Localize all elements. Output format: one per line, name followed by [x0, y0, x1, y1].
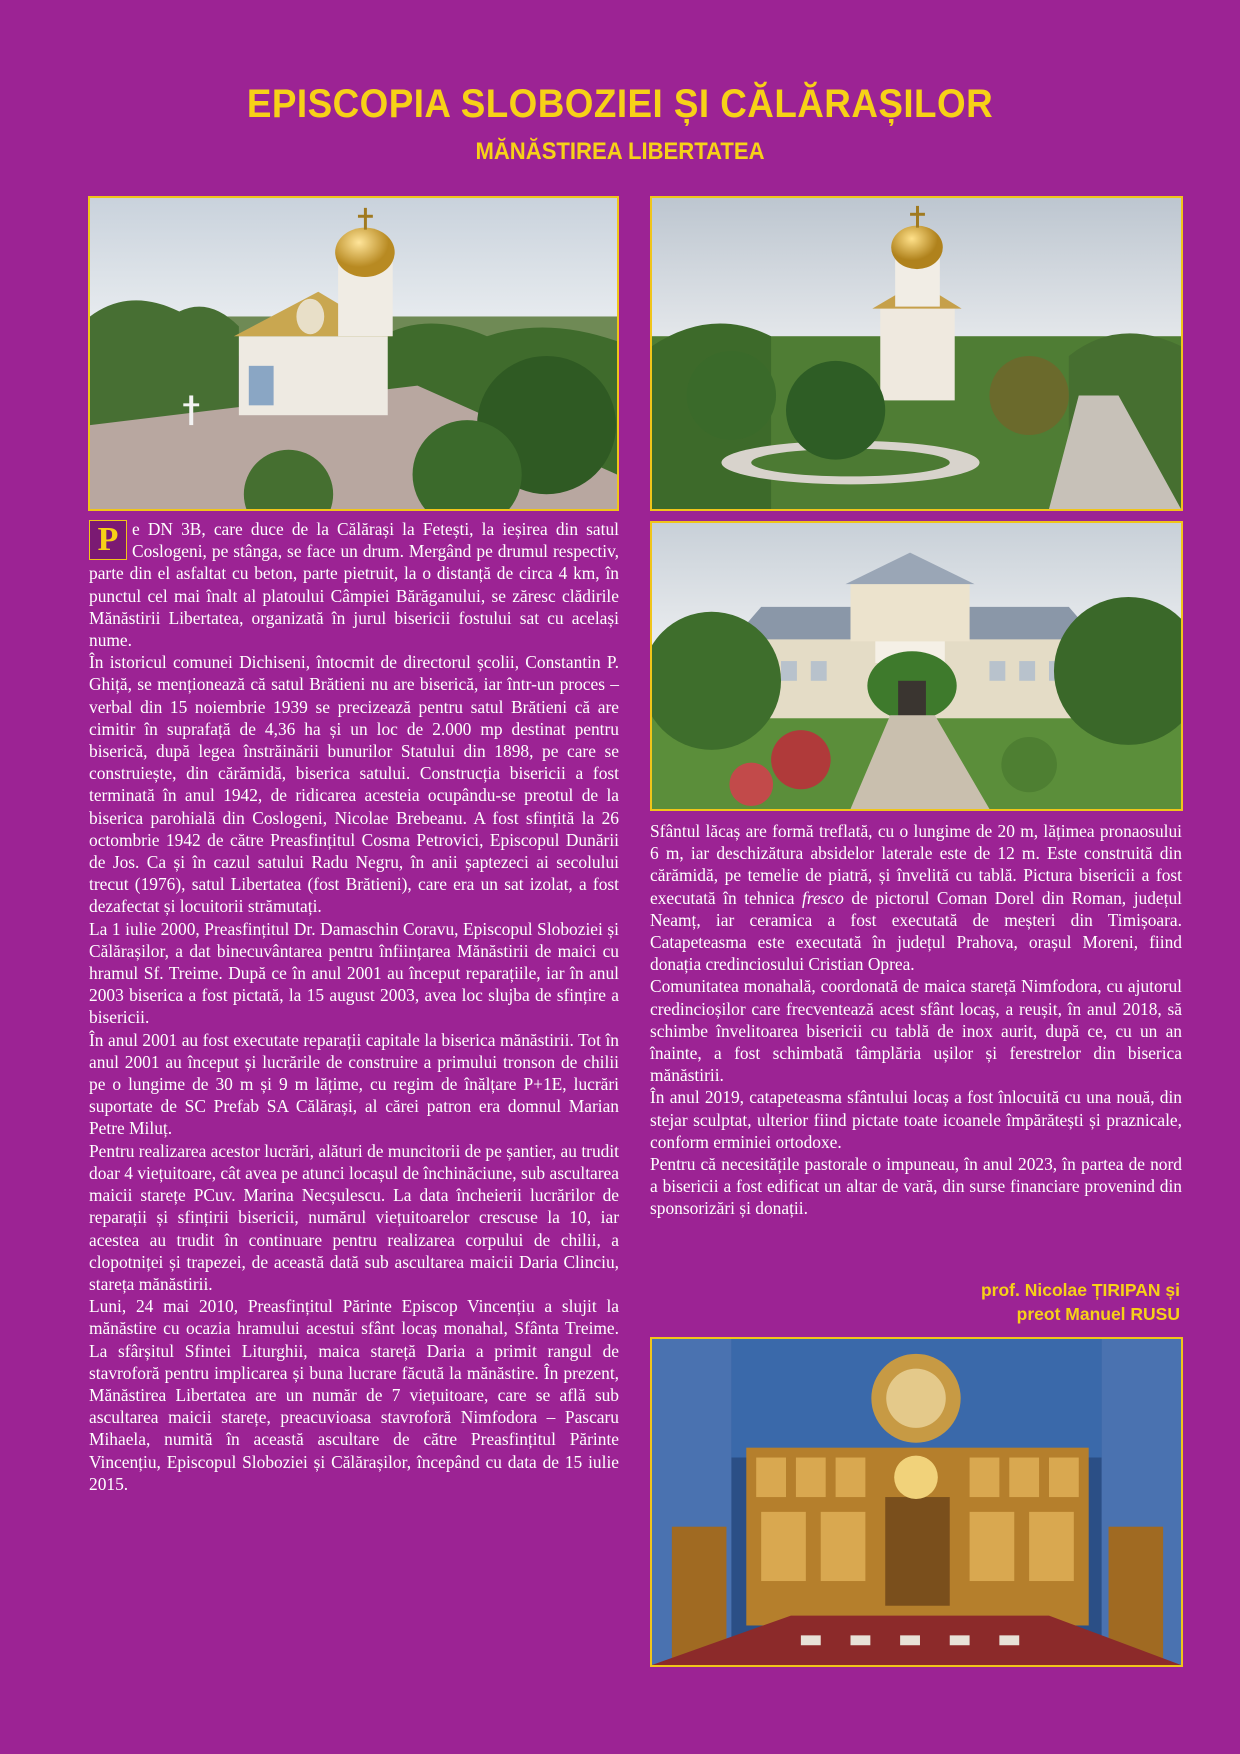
photo-church-exterior: [88, 196, 619, 511]
article-paragraph: În anul 2019, catapeteasma sfântului locaș a fost înlocuită cu una nouă, din stejar sculptat, ulterior fiind pictate toate icoanele împărătești și praznicale, conform erminiei ortodoxe.: [650, 1087, 1182, 1152]
page-subtitle: MĂNĂSTIREA LIBERTATEA: [475, 138, 765, 165]
article-paragraph: Comunitatea monahală, coordonată de maica stareță Nimfodora, cu ajutorul credincioșilor care frecventează acest sfânt locaș, a reușit, în anul 2018, să schimbe învelitoarea bisericii cu tablă de inox aurit, după ce, cu un an înainte, a fost schimbată tâmplăria ușilor și ferestrelor din biserica mănăstirii.: [650, 976, 1182, 1086]
author-signature: [981, 1278, 1180, 1326]
article-paragraph: Pentru că necesitățile pastorale o impuneau, în anul 2023, în partea de nord a bisericii a fost edificat un altar de vară, din surse financiare provenind din sponsorizări și donații.: [650, 1154, 1182, 1219]
photo-church-interior: [650, 1337, 1183, 1667]
author-line: prof. Nicolae ȚIRIPAN și: [980, 1280, 1180, 1300]
article-paragraph: În anul 2001 au fost executate reparații capitale la biserica mănăstirii. Tot în anul 2001 au început și lucrările de construire a primului tronson de chilii pe o lungime de 30 m și 9 m lățime, cu regim de înălțare P+1E, lucrări suportate de SC Prefab SA Călărași, al cărei patron era domnul Marian Petre Miluț.: [89, 1029, 619, 1139]
photo-monastery-building: [650, 521, 1183, 811]
dropcap-letter: P: [89, 520, 127, 560]
article-paragraph: La 1 iulie 2000, Preasfințitul Dr. Damaschin Coravu, Episcopul Sloboziei și Călărașilor, a dat binecuvântarea pentru înființarea Mănăstirii de maici cu hramul Sf. Treime. După ce în anul 2001 au început reparațiile, iar în anul 2003 biserica a fost pictată, la 15 august 2003, avea loc slujba de sfințire a bisericii.: [89, 918, 619, 1028]
author-line: preot Manuel RUSU: [1016, 1304, 1180, 1324]
article-paragraph: P e DN 3B, care duce de la Călărași la Fetești, la ieșirea din satul Coslogeni, pe stânga, se face un drum. Mergând pe drumul respectiv, parte din el asfaltat cu beton, parte pietruit, la o distanță de circa 4 km, în punctul cel mai înalt al platoului Câmpiei Bărăganului, se zăresc clădirile Mănăstirii Libertatea, organizată în jurul bisericii fostului sat cu același nume.: [89, 519, 619, 651]
page-title: EPISCOPIA SLOBOZIEI ȘI CĂLĂRAȘILOR: [246, 82, 994, 126]
article-paragraph: Luni, 24 mai 2010, Preasfințitul Părinte Episcop Vincențiu a slujit la mănăstire cu ocazia hramului acestui sfânt locaș monahal, Sfânta Treime. La sfârșitul Sfintei Liturghii, maica stareță Daria a primit rangul de stavroforă pentru implicarea și buna lucrare făcută la mănăstire. În prezent, Mănăstirea Libertatea are un număr de 7 viețuitoare, care se află sub ascultarea maicii starețe, preacuvioasa stavroforă Nimfodora – Pascaru Mihaela, numită în această ascultare de către Preasfințitul Părinte Vincențiu, Episcopul Sloboziei și Călărașilor, începând cu data de 15 iulie 2015.: [89, 1296, 619, 1494]
article-column-left: [89, 518, 619, 1495]
photo-church-garden: [650, 196, 1183, 511]
article-paragraph: Pentru realizarea acestor lucrări, alături de muncitorii de pe șantier, au trudit doar 4 viețuitoare, cât avea pe atunci locașul de închinăciune, sub ascultarea maicii starețe PCuv. Marina Necșulescu. La data încheierii lucrărilor de reparații și sfințirii bisericii, numărul viețuitoarelor crescuse la 10, iar acestea au trudit în continuare pentru realizarea corpului de chilii, a clopotniței și trapezei, de această dată sub ascultarea maicii Daria Clinciu, stareța mănăstirii.: [89, 1140, 619, 1294]
article-paragraph: În istoricul comunei Dichiseni, întocmit de directorul școlii, Constantin P. Ghiță, se menționează că satul Brătieni nu are biserică, iar într-un proces – verbal din 15 noiembrie 1939 se precizează pentru satul Brătieni că are cimitir în suprafață de 4,36 ha și un loc de 2.000 mp destinat pentru biserică, după legea înstrăinării bunurilor Statului din 1898, pe care se construiește, din cărămidă, biserica satului. Construcția bisericii a fost terminată în anul 1942, de ridicarea acesteia ocupându-se preotul de la biserica parohială din Coslogeni, Nicolae Brebeanu. A fost sfințită la 26 octombrie 1942 de către Preasfințitul Cosma Petrovici, Episcopul Dunării de Jos. Ca și în cazul satului Radu Negru, în anii șaptezeci ai secolului trecut (1976), satul Libertatea (fost Brătieni), care era un sat izolat, a fost dezafectat și locuitorii strămutați.: [89, 652, 619, 917]
technique-term: fresco: [801, 887, 844, 908]
article-column-right: [650, 820, 1182, 1220]
article-paragraph: Sfântul lăcaș are formă treflată, cu o lungime de 20 m, lățimea pronaosului 6 m, iar deschizătura absidelor laterale este de 12 m. Este construită din cărămidă, pe temelie de piatră, și învelită cu tablă. Pictura bisericii a fost executată în tehnica fresco de pictorul Coman Dorel din Roman, județul Neamț, iar ceramica a fost executată de meșteri din Timișoara. Catapeteasma este executată în județul Prahova, orașul Moreni, fiind donația credinciosului Cristian Oprea.: [650, 821, 1182, 975]
